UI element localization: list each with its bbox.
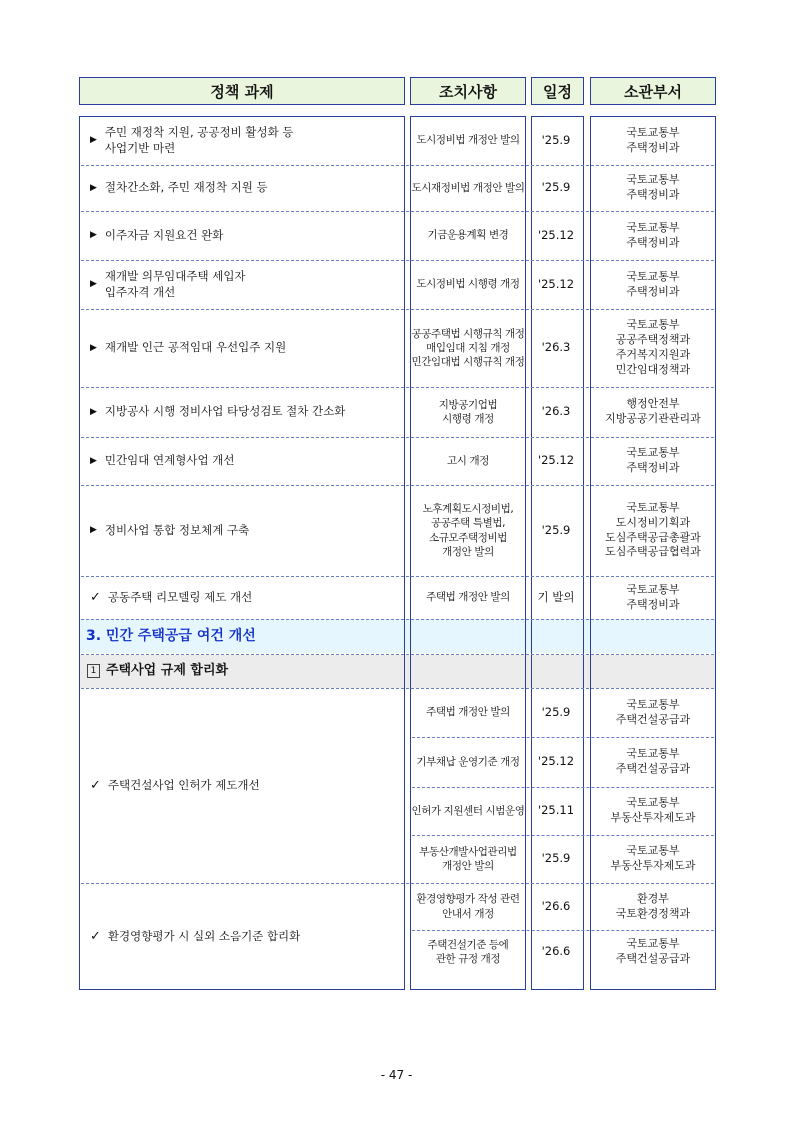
action-cell: 도시정비법 개정안 발의 xyxy=(416,134,520,147)
schedule-cell: '25.9 xyxy=(541,522,571,537)
dept-cell: 국토교통부 주택건설공급과 xyxy=(615,697,691,726)
action-cell: 환경영향평가 작성 관련 안내서 개정 xyxy=(416,893,520,920)
dept-cell: 국토교통부 공공주택정책과 주거복지지원과 민간임대정책과 xyxy=(615,318,691,376)
schedule-cell: '25.11 xyxy=(537,803,575,818)
dept-cell: 행정안전부 지방공공기관관리과 xyxy=(605,397,701,425)
action-cell: 공공주택법 시행규칙 개정 매입임대 지침 개정 민간임대법 시행규칙 개정 xyxy=(411,327,525,369)
header-dept: 소관부서 xyxy=(590,77,716,105)
schedule-cell: '25.9 xyxy=(541,704,571,719)
action-cell: 인허가 지원센터 시범운영 xyxy=(411,804,525,817)
header-schedule: 일정 xyxy=(531,77,584,105)
bullet-arrow-icon: ▶ xyxy=(90,182,97,193)
action-cell: 주택건설기준 등에 관한 규정 개정 xyxy=(427,938,509,965)
task-text: 재개발 의무임대주택 세입자 입주자격 개선 xyxy=(104,268,246,299)
task-text: 민간임대 연계형사업 개선 xyxy=(104,453,235,468)
bullet-arrow-icon: ▶ xyxy=(90,455,97,466)
task-cell xyxy=(84,165,402,211)
task-cell xyxy=(84,437,402,485)
numbered-box-icon: 1 xyxy=(87,664,100,678)
schedule-cell: '26.3 xyxy=(541,340,571,355)
task-text: 환경영향평가 시 실외 소음기준 합리화 xyxy=(107,928,301,943)
schedule-cell: '25.12 xyxy=(537,453,575,468)
action-cell xyxy=(411,974,525,990)
dept-cell: 국토교통부 주택건설공급과 xyxy=(615,937,691,965)
action-cell: 주택법 개정안 발의 xyxy=(426,591,510,604)
schedule-cell: '25.9 xyxy=(541,180,571,195)
schedule-cell: '26.6 xyxy=(541,944,571,959)
schedule-cell: 기 발의 xyxy=(537,589,575,604)
schedule-cell: '25.12 xyxy=(537,276,575,291)
dept-cell: 국토교통부 주택정비과 xyxy=(626,446,680,474)
bullet-arrow-icon: ▶ xyxy=(90,230,97,241)
task-cell xyxy=(84,485,402,576)
dept-cell: 국토교통부 부동산투자제도과 xyxy=(610,844,696,872)
section-title: 3. 민간 주택공급 여건 개선 xyxy=(86,628,256,645)
bullet-arrow-icon: ▶ xyxy=(90,525,97,536)
action-cell: 기금운용계획 변경 xyxy=(427,229,509,242)
action-cell: 주택법 개정안 발의 xyxy=(426,706,510,719)
task-cell xyxy=(84,309,402,387)
bullet-arrow-icon: ▶ xyxy=(90,279,97,290)
dept-cell: 환경부 국토환경정책과 xyxy=(615,891,691,920)
schedule-cell: '26.3 xyxy=(541,404,571,419)
bullet-arrow-icon: ▶ xyxy=(90,135,97,146)
task-cell xyxy=(84,387,402,437)
schedule-cell: '26.6 xyxy=(541,898,571,913)
dept-cell: 국토교통부 부동산투자제도과 xyxy=(610,796,696,824)
task-text: 재개발 인근 공적임대 우선입주 지원 xyxy=(104,340,287,355)
checkmark-icon: ✓ xyxy=(90,589,101,605)
task-cell xyxy=(84,260,402,309)
bullet-arrow-icon: ▶ xyxy=(90,406,97,417)
dept-cell: 국토교통부 주택정비과 xyxy=(626,582,680,611)
checkmark-icon: ✓ xyxy=(90,777,101,793)
task-text: 이주자금 지원요건 완화 xyxy=(104,227,224,242)
action-cell: 도시재정비법 개정안 발의 xyxy=(411,181,525,194)
dept-cell: 국토교통부 도시정비기획과 도심주택공급총괄과 도심주택공급협력과 xyxy=(605,500,701,559)
dept-cell: 국토교통부 주택정비과 xyxy=(626,220,680,249)
schedule-cell: '25.12 xyxy=(537,754,575,769)
dept-cell: 국토교통부 주택정비과 xyxy=(626,269,680,298)
schedule-cell: '25.9 xyxy=(541,851,571,866)
checkmark-icon: ✓ xyxy=(90,928,101,944)
subsection-title: 1 주택사업 규제 합리화 xyxy=(84,654,402,688)
action-cell: 노후계획도시정비법, 공공주택 특별법, 소규모주택정비법 개정안 발의 xyxy=(422,503,514,558)
task-text: 공동주택 리모델링 제도 개선 xyxy=(107,589,253,604)
task-text: 지방공사 시행 정비사업 타당성검토 절차 간소화 xyxy=(104,404,346,419)
task-text: 정비사업 통합 정보체계 구축 xyxy=(104,522,250,537)
schedule-cell: '25.9 xyxy=(541,132,571,147)
action-cell: 기부채납 운영기준 개정 xyxy=(416,755,520,768)
action-cell: 부동산개발사업관리법 개정안 발의 xyxy=(419,845,517,872)
action-cell: 도시정비법 시행령 개정 xyxy=(416,278,520,291)
task-cell xyxy=(84,576,402,619)
schedule-cell: '25.12 xyxy=(537,227,575,242)
task-cell xyxy=(84,116,402,165)
task-text: 주민 재정착 지원, 공공정비 활성화 등 사업기반 마련 xyxy=(104,124,294,155)
page-number: - 47 - xyxy=(380,1068,413,1082)
dept-cell: 국토교통부 주택정비과 xyxy=(626,125,680,154)
bullet-arrow-icon: ▶ xyxy=(90,342,97,353)
header-task: 정책 과제 xyxy=(79,77,405,105)
task-text: 절차간소화, 주민 재정착 지원 등 xyxy=(104,180,268,195)
dept-cell: 국토교통부 주택정비과 xyxy=(626,173,680,201)
task-cell xyxy=(84,883,402,990)
header-action: 조치사항 xyxy=(410,77,526,105)
task-text: 주택건설사업 인허가 제도개선 xyxy=(107,777,260,792)
action-cell: 고시 개정 xyxy=(447,454,489,467)
dept-cell: 국토교통부 주택건설공급과 xyxy=(615,747,691,775)
task-cell xyxy=(84,211,402,260)
action-cell: 지방공기업법 시행령 개정 xyxy=(438,398,498,425)
task-cell xyxy=(84,688,402,883)
